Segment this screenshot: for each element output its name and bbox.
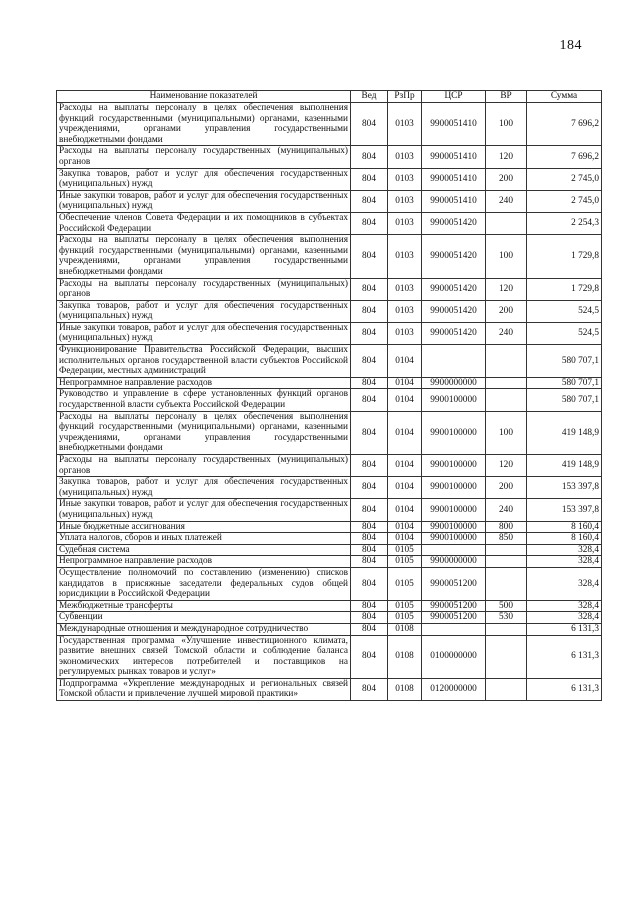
row-csr: 9900051200: [422, 567, 486, 600]
row-ved: 804: [351, 556, 388, 568]
row-name: Закупка товаров, работ и услуг для обеспечения государственных (муниципальных) нужд: [57, 300, 351, 322]
row-csr: 9900100000: [422, 455, 486, 477]
budget-table: [56, 90, 602, 701]
row-ved: 804: [351, 345, 388, 378]
row-rzpr: 0108: [388, 635, 422, 678]
row-rzpr: 0103: [388, 235, 422, 278]
row-csr: 9900100000: [422, 521, 486, 533]
row-csr: 9900051420: [422, 235, 486, 278]
table-row: [57, 521, 602, 533]
table-row: [57, 190, 602, 212]
row-name: Расходы на выплаты персоналу в целях обеспечения выполнения функций государственными (муниципальными) органами, казенными учреждениями, органами управления государственными внебюджетными фондами: [57, 235, 351, 278]
row-ved: 804: [351, 103, 388, 146]
table-row: [57, 278, 602, 300]
table-row: [57, 146, 602, 168]
row-csr: 9900100000: [422, 389, 486, 411]
row-csr: 9900051410: [422, 190, 486, 212]
row-sum: 8 160,4: [527, 521, 602, 533]
row-rzpr: 0104: [388, 533, 422, 545]
row-vr: 120: [486, 278, 527, 300]
row-ved: 804: [351, 212, 388, 234]
row-rzpr: 0104: [388, 499, 422, 521]
row-vr: 200: [486, 300, 527, 322]
row-sum: 580 707,1: [527, 389, 602, 411]
row-vr: 240: [486, 190, 527, 212]
row-csr: 9900051420: [422, 322, 486, 344]
row-name: Государственная программа «Улучшение инвестиционного климата, развитие внешних связей Томской области и соблюдение баланса экономических интересов потребителей и поставщиков на регулируемых рынках товаров и услуг»: [57, 635, 351, 678]
row-csr: 9900000000: [422, 556, 486, 568]
header-csr: ЦСР: [422, 91, 486, 103]
row-vr: [486, 623, 527, 635]
row-rzpr: 0103: [388, 212, 422, 234]
row-sum: 524,5: [527, 322, 602, 344]
row-vr: [486, 377, 527, 389]
row-ved: 804: [351, 600, 388, 612]
table-row: [57, 612, 602, 624]
row-rzpr: 0103: [388, 278, 422, 300]
row-name: Иные закупки товаров, работ и услуг для обеспечения государственных (муниципальных) нужд: [57, 322, 351, 344]
row-vr: 850: [486, 533, 527, 545]
row-rzpr: 0103: [388, 322, 422, 344]
row-ved: 804: [351, 544, 388, 556]
row-sum: 328,4: [527, 556, 602, 568]
row-vr: 200: [486, 477, 527, 499]
table-row: [57, 623, 602, 635]
row-sum: 2 745,0: [527, 168, 602, 190]
row-ved: 804: [351, 567, 388, 600]
row-rzpr: 0105: [388, 567, 422, 600]
row-ved: 804: [351, 521, 388, 533]
table-row: [57, 103, 602, 146]
row-csr: 9900051200: [422, 612, 486, 624]
row-vr: 240: [486, 322, 527, 344]
row-csr: 0120000000: [422, 678, 486, 700]
row-sum: 2 745,0: [527, 190, 602, 212]
row-vr: [486, 345, 527, 378]
row-ved: 804: [351, 146, 388, 168]
table-row: [57, 377, 602, 389]
row-name: Субвенции: [57, 612, 351, 624]
table-row: [57, 567, 602, 600]
row-vr: [486, 544, 527, 556]
row-vr: 530: [486, 612, 527, 624]
row-sum: 7 696,2: [527, 146, 602, 168]
row-rzpr: 0104: [388, 377, 422, 389]
table-row: [57, 556, 602, 568]
row-ved: 804: [351, 322, 388, 344]
row-vr: [486, 389, 527, 411]
table-body: [57, 103, 602, 701]
table-row: [57, 235, 602, 278]
row-vr: [486, 567, 527, 600]
row-sum: 6 131,3: [527, 623, 602, 635]
row-ved: 804: [351, 190, 388, 212]
row-csr: 9900100000: [422, 477, 486, 499]
row-rzpr: 0103: [388, 190, 422, 212]
row-csr: 9900100000: [422, 499, 486, 521]
row-rzpr: 0104: [388, 411, 422, 454]
row-rzpr: 0108: [388, 623, 422, 635]
row-ved: 804: [351, 455, 388, 477]
row-sum: 7 696,2: [527, 103, 602, 146]
row-ved: 804: [351, 389, 388, 411]
row-name: Обеспечение членов Совета Федерации и их помощников в субъектах Российской Федерации: [57, 212, 351, 234]
row-sum: 328,4: [527, 600, 602, 612]
row-vr: 500: [486, 600, 527, 612]
row-sum: 328,4: [527, 612, 602, 624]
row-sum: 580 707,1: [527, 377, 602, 389]
row-rzpr: 0105: [388, 612, 422, 624]
row-rzpr: 0104: [388, 521, 422, 533]
table-row: [57, 533, 602, 545]
row-ved: 804: [351, 612, 388, 624]
header-name: Наименование показателей: [57, 91, 351, 103]
row-name: Иные бюджетные ассигнования: [57, 521, 351, 533]
row-ved: 804: [351, 623, 388, 635]
row-name: Осуществление полномочий по составлению (изменению) списков кандидатов в присяжные заседатели федеральных судов общей юрисдикции в Российской Федерации: [57, 567, 351, 600]
table-row: [57, 600, 602, 612]
table-row: [57, 544, 602, 556]
row-csr: 9900051420: [422, 300, 486, 322]
row-sum: 8 160,4: [527, 533, 602, 545]
row-vr: 800: [486, 521, 527, 533]
row-ved: 804: [351, 300, 388, 322]
row-csr: 9900051200: [422, 600, 486, 612]
header-sum: Сумма: [527, 91, 602, 103]
row-sum: 2 254,3: [527, 212, 602, 234]
row-rzpr: 0104: [388, 455, 422, 477]
row-sum: 1 729,8: [527, 235, 602, 278]
header-rzpr: РзПр: [388, 91, 422, 103]
row-vr: 100: [486, 411, 527, 454]
row-ved: 804: [351, 533, 388, 545]
row-name: Расходы на выплаты персоналу в целях обеспечения выполнения функций государственными (муниципальными) органами, казенными учреждениями, органами управления государственными внебюджетными фондами: [57, 103, 351, 146]
row-sum: 1 729,8: [527, 278, 602, 300]
row-sum: 524,5: [527, 300, 602, 322]
row-ved: 804: [351, 235, 388, 278]
row-ved: 804: [351, 678, 388, 700]
row-vr: [486, 556, 527, 568]
row-ved: 804: [351, 377, 388, 389]
row-name: Расходы на выплаты персоналу в целях обеспечения выполнения функций государственными (муниципальными) органами, казенными учреждениями, органами управления государственными внебюджетными фондами: [57, 411, 351, 454]
row-csr: [422, 544, 486, 556]
row-rzpr: 0104: [388, 477, 422, 499]
table-row: [57, 455, 602, 477]
row-vr: 100: [486, 235, 527, 278]
table-header-row: [57, 91, 602, 103]
row-csr: 0100000000: [422, 635, 486, 678]
row-sum: 6 131,3: [527, 635, 602, 678]
row-rzpr: 0104: [388, 389, 422, 411]
row-rzpr: 0108: [388, 678, 422, 700]
table-row: [57, 678, 602, 700]
row-sum: 328,4: [527, 567, 602, 600]
table-row: [57, 477, 602, 499]
header-ved: Вед: [351, 91, 388, 103]
row-csr: 9900051410: [422, 103, 486, 146]
row-vr: 100: [486, 103, 527, 146]
row-name: Подпрограмма «Укрепление международных и региональных связей Томской области и привлечение лучшей мировой практики»: [57, 678, 351, 700]
row-rzpr: 0103: [388, 300, 422, 322]
row-name: Уплата налогов, сборов и иных платежей: [57, 533, 351, 545]
row-name: Международные отношения и международное сотрудничество: [57, 623, 351, 635]
row-sum: 580 707,1: [527, 345, 602, 378]
table-row: [57, 389, 602, 411]
row-csr: 9900051410: [422, 146, 486, 168]
row-vr: 240: [486, 499, 527, 521]
table-row: [57, 300, 602, 322]
row-sum: 419 148,9: [527, 411, 602, 454]
row-rzpr: 0103: [388, 146, 422, 168]
row-rzpr: 0105: [388, 556, 422, 568]
row-csr: 9900000000: [422, 377, 486, 389]
row-name: Иные закупки товаров, работ и услуг для обеспечения государственных (муниципальных) нужд: [57, 190, 351, 212]
row-sum: 419 148,9: [527, 455, 602, 477]
row-name: Закупка товаров, работ и услуг для обеспечения государственных (муниципальных) нужд: [57, 477, 351, 499]
header-vr: ВР: [486, 91, 527, 103]
row-name: Функционирование Правительства Российской Федерации, высших исполнительных органов государственной власти субъектов Российской Федерации, местных администраций: [57, 345, 351, 378]
row-rzpr: 0103: [388, 168, 422, 190]
table-row: [57, 411, 602, 454]
row-csr: 9900051420: [422, 212, 486, 234]
row-name: Расходы на выплаты персоналу государственных (муниципальных) органов: [57, 455, 351, 477]
row-name: Непрограммное направление расходов: [57, 556, 351, 568]
table-row: [57, 212, 602, 234]
row-name: Расходы на выплаты персоналу государственных (муниципальных) органов: [57, 278, 351, 300]
row-vr: 120: [486, 455, 527, 477]
row-csr: [422, 623, 486, 635]
row-csr: 9900100000: [422, 411, 486, 454]
row-name: Межбюджетные трансферты: [57, 600, 351, 612]
row-name: Руководство и управление в сфере установленных функций органов государственной власти субъекта Российской Федерации: [57, 389, 351, 411]
row-ved: 804: [351, 168, 388, 190]
row-vr: [486, 212, 527, 234]
row-ved: 804: [351, 411, 388, 454]
row-csr: 9900051410: [422, 168, 486, 190]
row-ved: 804: [351, 499, 388, 521]
table-row: [57, 322, 602, 344]
row-sum: 153 397,8: [527, 499, 602, 521]
row-ved: 804: [351, 635, 388, 678]
row-name: Закупка товаров, работ и услуг для обеспечения государственных (муниципальных) нужд: [57, 168, 351, 190]
row-rzpr: 0104: [388, 345, 422, 378]
page-number: 184: [559, 38, 582, 53]
row-name: Судебная система: [57, 544, 351, 556]
table-row: [57, 499, 602, 521]
table-row: [57, 168, 602, 190]
row-vr: [486, 678, 527, 700]
row-csr: 9900100000: [422, 533, 486, 545]
row-vr: [486, 635, 527, 678]
row-ved: 804: [351, 278, 388, 300]
row-rzpr: 0105: [388, 544, 422, 556]
table-row: [57, 345, 602, 378]
row-name: Расходы на выплаты персоналу государственных (муниципальных) органов: [57, 146, 351, 168]
row-vr: 120: [486, 146, 527, 168]
row-ved: 804: [351, 477, 388, 499]
row-csr: 9900051420: [422, 278, 486, 300]
row-rzpr: 0105: [388, 600, 422, 612]
row-sum: 153 397,8: [527, 477, 602, 499]
row-name: Непрограммное направление расходов: [57, 377, 351, 389]
row-sum: 328,4: [527, 544, 602, 556]
row-vr: 200: [486, 168, 527, 190]
table-row: [57, 635, 602, 678]
row-rzpr: 0103: [388, 103, 422, 146]
row-csr: [422, 345, 486, 378]
row-sum: 6 131,3: [527, 678, 602, 700]
row-name: Иные закупки товаров, работ и услуг для обеспечения государственных (муниципальных) нужд: [57, 499, 351, 521]
